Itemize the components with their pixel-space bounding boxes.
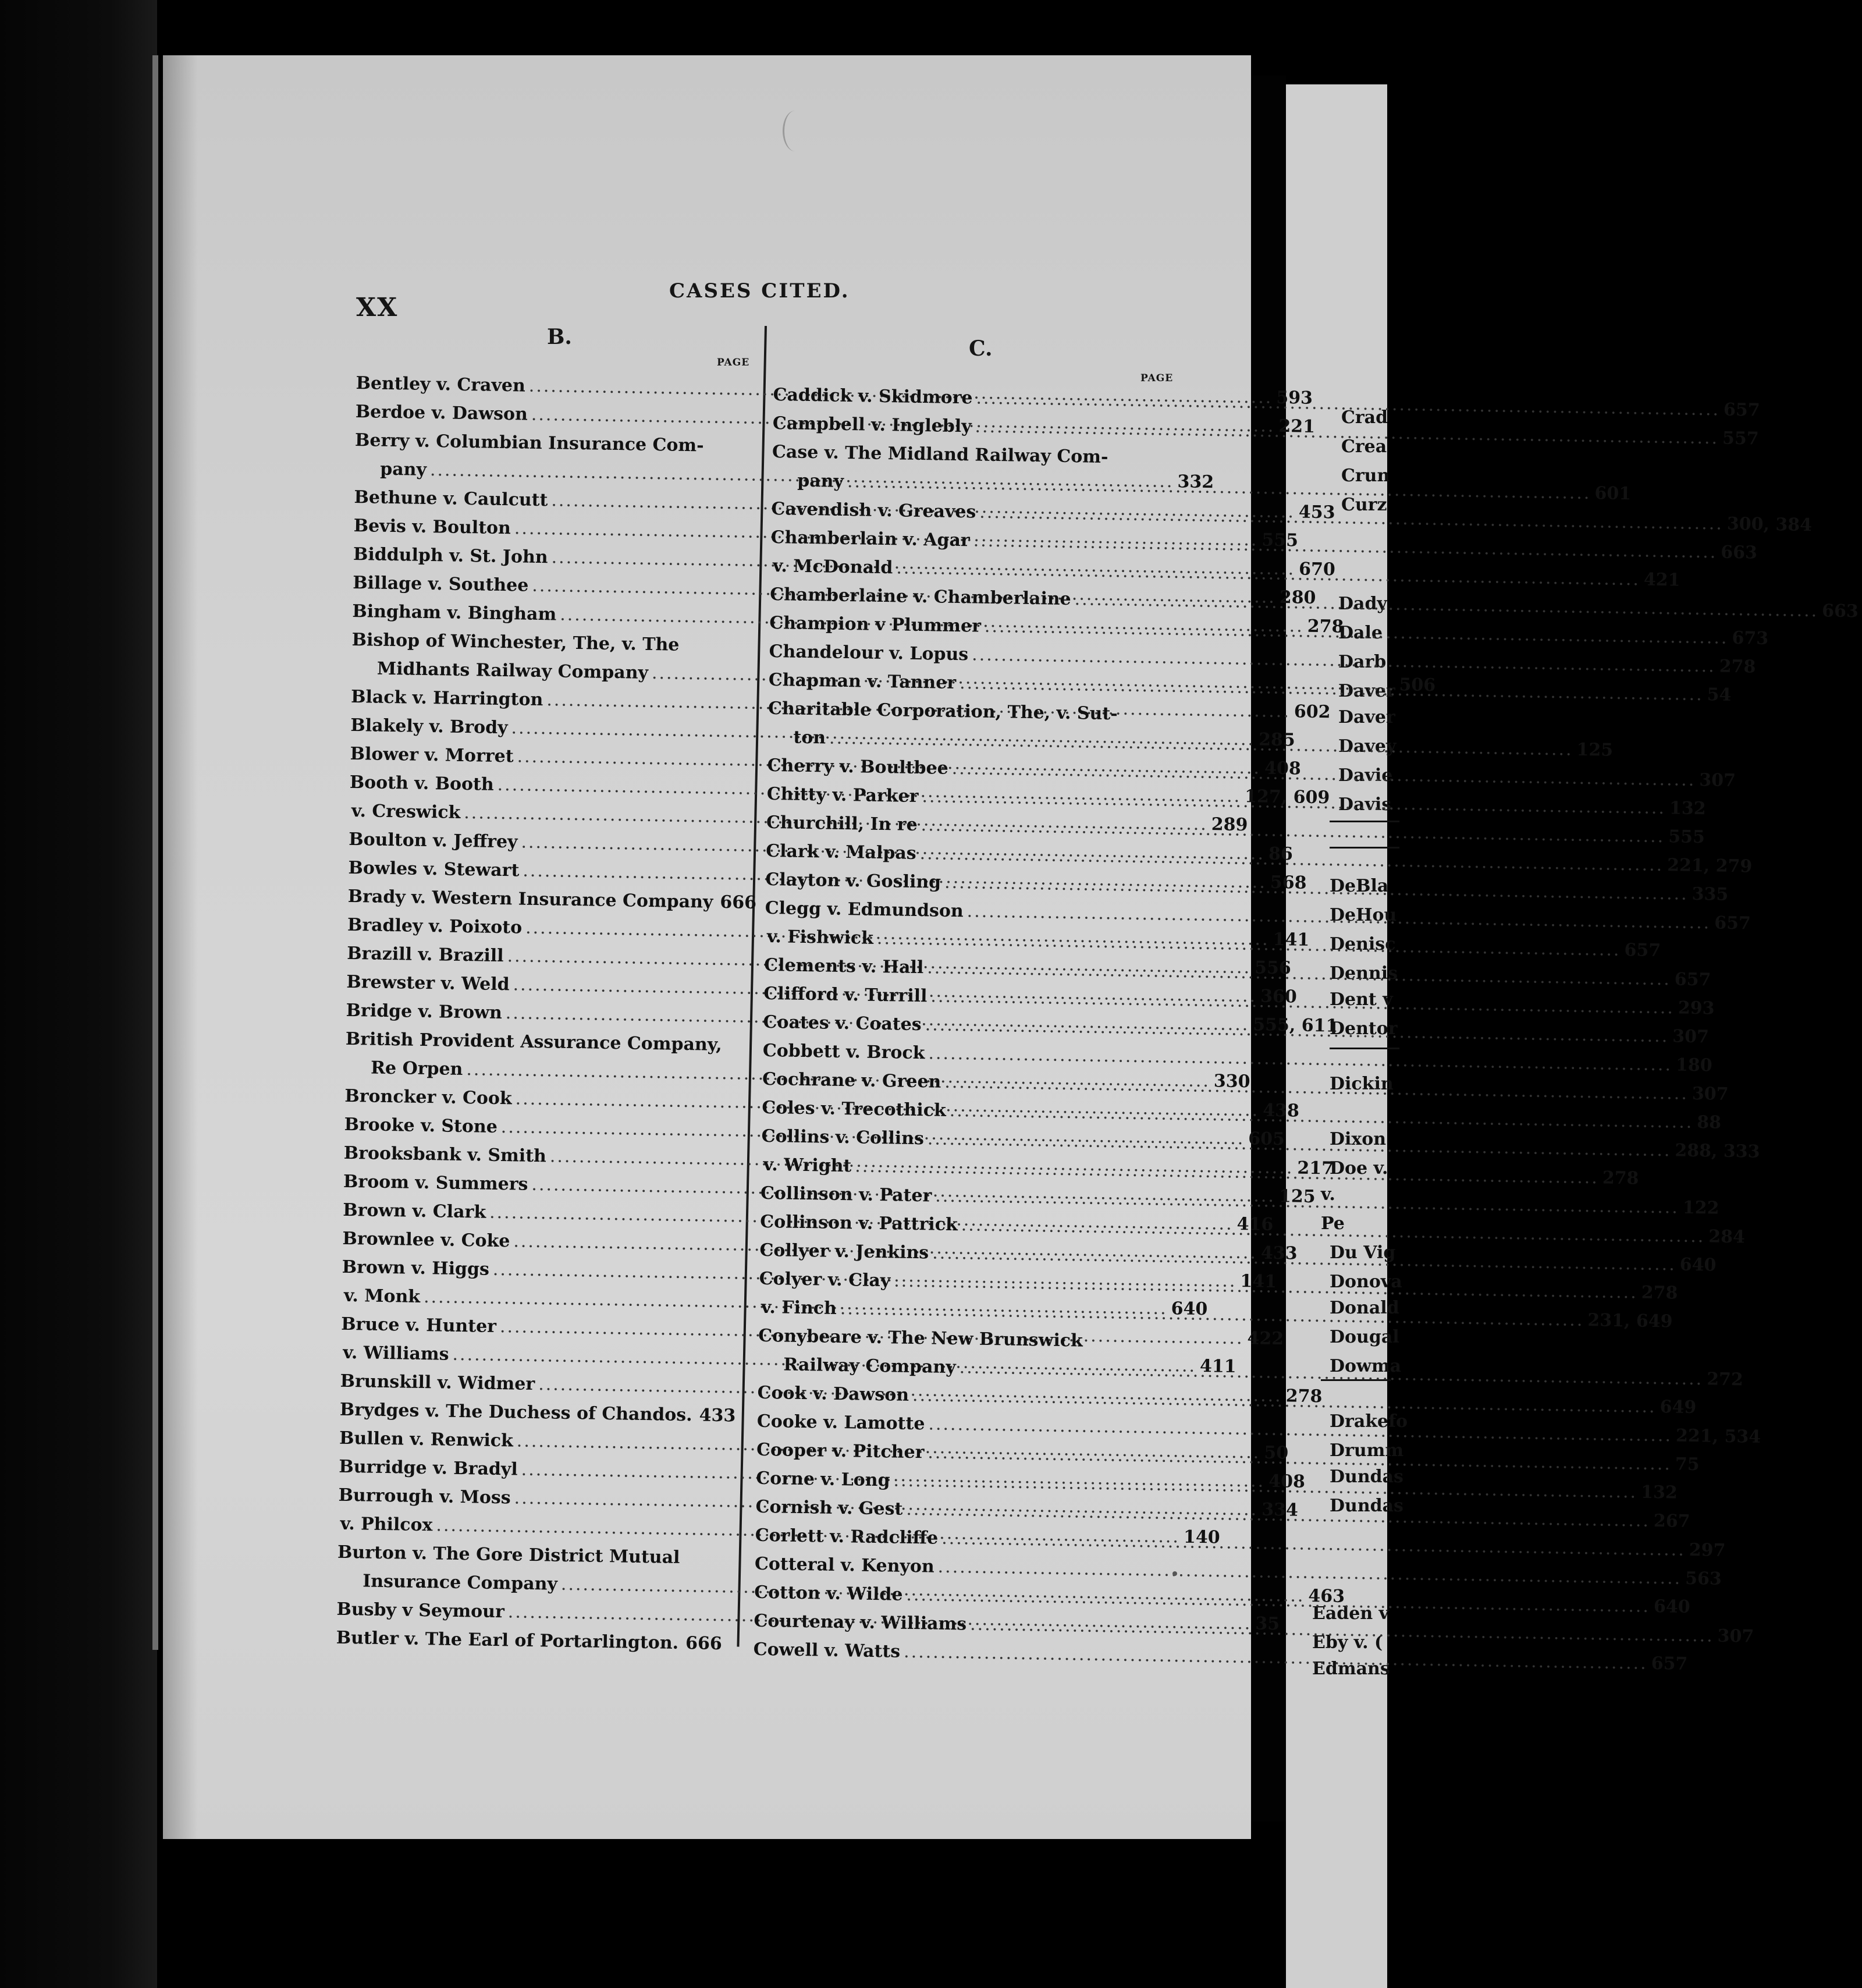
page-reference: 54 [1707,684,1732,705]
case-name: Bethune v. Caulcutt [354,487,548,511]
page-reference: 557 [1722,428,1759,449]
page-reference: 334 [1261,1499,1299,1521]
case-name: Broom v. Summers [343,1171,528,1195]
facing-page-fragment: Drumm [1330,1440,1404,1461]
facing-page-fragment: Dowma [1330,1356,1402,1376]
case-name: Conybeare v. The New Brunswick [758,1325,1083,1351]
case-name: Bingham v. Bingham [352,601,557,625]
page-reference: 278 [1641,1282,1678,1304]
case-name: Railway Company [783,1354,956,1378]
facing-page-fragment: Eby v. ( [1312,1632,1383,1653]
case-name: Cook v. Dawson [757,1382,909,1405]
page-reference: 267 [1653,1511,1690,1532]
facing-page-fragment: Dady [1338,594,1387,614]
page-reference: 563 [1685,1568,1722,1589]
facing-page-fragment: Dixon [1330,1129,1387,1149]
dot-leader [716,888,717,917]
facing-page-fragment: Dale [1338,623,1383,643]
case-name: Clark v. Malpas [766,840,916,864]
page-reference: 88 [1697,1112,1722,1133]
case-name: Colyer v. Clay [759,1268,891,1291]
case-name: Bruce v. Hunter [340,1314,497,1337]
case-name: v. Wright [763,1154,852,1177]
facing-page-fragment: Dougal [1330,1327,1399,1347]
facing-page-fragment: Crea [1341,436,1387,457]
page-reference: 300, 384 [1726,513,1813,536]
page-reference: 140 [1183,1526,1220,1548]
case-name: Clayton v. Gosling [765,869,941,893]
facing-page-fragment: Du Vig [1330,1242,1396,1263]
page-reference: 278 [1602,1167,1639,1189]
case-name: v. McDonald [772,556,893,578]
case-name: Busby v Seymour [336,1599,505,1623]
page-reference: 330 [1213,1071,1250,1092]
page-reference: 141 [1240,1271,1277,1293]
case-name: Corne v. Long [756,1468,890,1491]
page-reference: 663 [1721,542,1758,563]
case-name: Chapman v. Tanner [768,669,957,693]
case-name: Cotteral v. Kenyon [754,1553,934,1577]
case-name: Courtenay v. Williams [754,1610,967,1635]
page-reference: 307 [1672,1026,1710,1048]
dot-leader [683,1563,706,1564]
scan-left-margin [0,0,157,1988]
facing-page-fragment: Daver [1338,681,1395,701]
page-reference: 568 [1270,872,1307,893]
facing-page-fragment: v. [1321,1184,1335,1205]
case-name: Brady v. Western Insurance Company [347,886,713,913]
page-reference: 278 [1285,1386,1323,1407]
case-name: Blower v. Morret [350,743,514,767]
page-reference: 289 [1211,814,1248,836]
page-reference: 284 [1708,1226,1746,1248]
case-name: Brazill v. Brazill [346,943,504,967]
case-name: Churchill, In re [766,812,918,835]
case-name: British Provident Assurance Company, [345,1028,723,1056]
case-name: Brooke v. Stone [344,1114,498,1137]
case-name: Brown v. Higgs [342,1256,490,1280]
page-reference: 408 [1268,1471,1306,1492]
index-entry [336,1624,722,1658]
case-name: v. Finch [761,1297,837,1319]
page-reference: 307 [1692,1083,1729,1105]
facing-page-fragment: Pe [1321,1213,1345,1234]
case-name: v. Fishwick [766,926,874,949]
case-name: Chamberlain v. Agar [770,527,971,551]
facing-page-fragment: Doe v. [1330,1158,1388,1178]
case-name: Insurance Company [363,1571,558,1595]
case-name: Cooper v. Pitcher [756,1439,925,1463]
facing-page-fragment: Davey [1338,736,1396,757]
page-reference: 453 [1298,502,1335,523]
case-name: Clements v. Hall [763,954,924,978]
case-name: Bevis v. Boulton [353,515,511,539]
case-name: Campbell v. Inglebly [772,413,972,437]
case-name: Burrough v. Moss [338,1485,511,1508]
page-speck [1172,1571,1177,1576]
folio-number: XX [356,293,399,322]
dot-leader [682,1629,683,1657]
page-reference: 132 [1669,798,1706,819]
case-name: Clegg v. Edmundson [765,897,964,922]
page-reference: 421 [1643,569,1680,591]
page-reference: 555 [1262,530,1299,551]
dot-leader [1111,463,1169,464]
page-reference: 278 [1719,656,1756,677]
case-name: Bridge v. Brown [346,1000,503,1024]
page-reference: 297 [1689,1539,1726,1561]
page-reference: 657 [1624,940,1661,961]
page-reference: 433 [1260,1242,1298,1264]
page-reference: 666 [720,892,757,913]
page-reference: 438 [1262,1100,1300,1121]
page-reference: 593 [1276,387,1313,409]
page-reference: 75 [1675,1454,1700,1475]
page-reference: 360 [1260,986,1298,1007]
case-name: Cornish v. Gest [755,1496,903,1520]
page-reference: 231, 649 [1587,1310,1673,1332]
page-reference: 555 [1668,826,1705,848]
page-reference: 640 [1679,1254,1717,1276]
page-reference: 141 [1273,929,1310,950]
case-name: Bradley v. Poixoto [347,914,523,938]
case-name: Boulton v. Jeffrey [349,829,518,853]
book-edge [152,55,158,1650]
facing-page-fragment: Dundas [1330,1467,1403,1487]
page-reference: 666 [685,1633,722,1655]
page-reference: 555, 611 [1253,1014,1338,1036]
facing-page-fragment: DeHou [1330,905,1397,925]
page-reference: 35 [1255,1613,1280,1635]
case-name: Cobbett v. Brock [762,1040,925,1064]
page-reference: 307 [1698,770,1736,791]
case-name: Collyer v. Jenkins [759,1240,929,1263]
page-reference: 416 [1236,1213,1274,1235]
case-name: Burridge v. Bradyl [339,1456,518,1480]
case-name: Brewster v. Weld [346,971,510,995]
case-name: v. Monk [343,1285,421,1307]
page-reference: 602 [1294,701,1331,723]
page-reference: 463 [1308,1585,1345,1607]
case-name: Brown v. Clark [343,1199,486,1223]
case-name: Collins v. Collins [761,1126,925,1149]
case-name: Corlett v. Radcliffe [755,1525,939,1549]
page-reference: 411 [1199,1355,1236,1377]
case-name: Berdoe v. Dawson [355,401,528,425]
case-name: Cochrane v. Green [762,1068,941,1092]
facing-page-fragment: Daver [1338,707,1395,727]
running-title: CASES CITED. [669,279,850,303]
facing-page-fragment: Crad [1341,407,1388,428]
dot-leader [1121,719,1165,720]
case-name: pany [380,459,427,480]
case-name: Burton v. The Gore District Mutual [337,1542,680,1568]
page-reference: 50 [1264,1442,1289,1464]
page-reference: 285 [1258,729,1296,751]
facing-page-fragment: Dent v [1330,989,1393,1010]
case-name: v. Williams [343,1342,449,1365]
page-reference: 307 [1717,1625,1754,1647]
dot-leader [695,1401,696,1429]
page-reference: 673 [1732,627,1769,649]
case-name: ton [793,727,826,748]
case-name: Billage v. Southee [352,572,529,596]
facing-page-fragment: Edmans [1312,1659,1390,1679]
case-name: Midhants Railway Company [376,658,649,683]
facing-page-fragment: Darb [1338,652,1387,672]
page-reference: 221, 279 [1666,855,1753,877]
page-reference: 293 [1678,997,1715,1019]
case-name: Bowles v. Stewart [348,857,520,881]
page-reference: 122 [1682,1197,1719,1219]
case-name: Bentley v. Craven [356,372,526,396]
page-reference: 433 [699,1405,736,1426]
column-c-page-label: PAGE [1140,372,1174,384]
case-name: Bishop of Winchester, The, v. The [351,629,680,655]
case-name: Chandelour v. Lopus [769,641,969,665]
page-reference: 221 [1278,416,1316,437]
case-name: v. Philcox [340,1513,433,1536]
facing-page-fragment: Drakefo [1330,1411,1408,1432]
case-name: Collinson v. Pater [760,1183,932,1206]
page-reference: 640 [1171,1298,1208,1320]
page-reference: 657 [1674,969,1711,991]
page-reference: 127, 609 [1244,786,1330,808]
page-reference: 422 [1247,1328,1284,1350]
page-shadow [163,55,198,1839]
case-name: Butler v. The Earl of Portarlington. [336,1627,679,1653]
page-reference: 332 [1177,471,1214,493]
case-name: pany [797,470,844,492]
page-reference: 272 [1706,1369,1744,1390]
facing-page-fragment: Dentor [1330,1018,1398,1039]
case-name: Champion v Plummer [769,612,982,637]
facing-page-fragment: Donova [1330,1272,1402,1292]
page-reference: 657 [1714,913,1751,934]
case-name: Cooke v. Lamotte [756,1411,925,1435]
case-name: Coles v. Trecothick [762,1097,947,1121]
case-name: Brydges v. The Duchess of Chandos. [339,1399,692,1426]
page-reference: 601 [1594,483,1632,505]
case-name: Chamberlaine v. Chamberlaine [769,584,1071,610]
page-mark [783,111,808,151]
page-reference: 657 [1723,399,1760,421]
page-reference: 125 [1576,739,1614,761]
page-reference: 640 [1653,1596,1690,1618]
column-b-letter: B. [547,325,572,349]
page-reference: 221, 534 [1675,1425,1761,1447]
page-reference: 408 [1264,758,1302,779]
facing-page-fragment: Crun [1341,466,1390,486]
dot-leader [1086,1347,1155,1348]
facing-page-fragment: Davie [1338,765,1393,786]
page-reference: 280 [1279,587,1316,608]
facing-page-fragment: Dundas [1330,1496,1403,1516]
page-reference: 217 [1297,1158,1334,1179]
page-reference: 125 [1278,1186,1316,1208]
page-reference: 335 [1692,883,1729,905]
case-name: Charitable Corporation, The, v. Sut- [767,698,1118,725]
case-name: Cherry v. Boultbee [767,755,949,779]
case-name: Cotton v. Wilde [754,1582,903,1605]
case-name: Clifford v. Turrill [763,983,928,1007]
case-name: Biddulph v. St. John [353,544,548,568]
case-name: Caddick v. Skidmore [773,384,973,409]
page-reference: 657 [1651,1653,1688,1674]
case-name: Re Orpen [370,1057,463,1080]
column-c-letter: C. [969,336,993,361]
page-reference: 278 [1307,616,1344,637]
case-name: Black v. Harrington [350,686,543,711]
case-name: Cavendish v. Greaves [771,498,976,523]
case-name: Berry v. Columbian Insurance Com- [354,429,704,456]
case-name: Case v. The Midland Railway Com- [772,441,1108,468]
case-name: Booth v. Booth [349,772,494,795]
facing-page-fragment: Donald [1330,1298,1399,1318]
case-name: Brownlee v. Coke [342,1228,510,1252]
case-name: Bullen v. Renwick [339,1428,514,1451]
page-reference: 649 [1660,1397,1697,1418]
page-reference: 506 [1399,674,1436,696]
case-name: Cowell v. Watts [753,1639,901,1662]
facing-page-fragment: Denisc [1330,934,1396,954]
case-name: Collinson v. Pattrick [760,1211,958,1236]
case-name: Brooksbank v. Smith [343,1142,547,1167]
facing-page-fragment: Curz [1341,495,1387,515]
page-reference: 180 [1675,1055,1712,1076]
facing-page-fragment: Dennis [1330,963,1398,984]
facing-page-fragment: DeBla [1330,876,1389,896]
page-reference: 556 [1254,957,1292,979]
page-reference: 605 [1248,1128,1285,1150]
page-reference: 663 [1821,601,1859,622]
page-reference: 288, 333 [1675,1140,1760,1162]
case-name: Blakely v. Brody [350,715,508,739]
facing-page-fragment: Dickin [1330,1074,1394,1094]
case-name: v. Creswick [351,800,461,823]
page-reference: 132 [1640,1482,1678,1503]
case-name: Brunskill v. Widmer [340,1371,535,1395]
page-reference: 670 [1298,559,1336,580]
facing-page-fragment: Davis [1338,794,1392,815]
column-b-page-label: PAGE [717,357,750,368]
facing-page-fragment: Eaden v [1312,1603,1390,1624]
case-name: Chitty v. Parker [766,783,919,807]
case-name: Broncker v. Cook [344,1085,512,1109]
case-name: Coates v. Coates [763,1011,922,1035]
page-reference: 86 [1268,843,1294,865]
